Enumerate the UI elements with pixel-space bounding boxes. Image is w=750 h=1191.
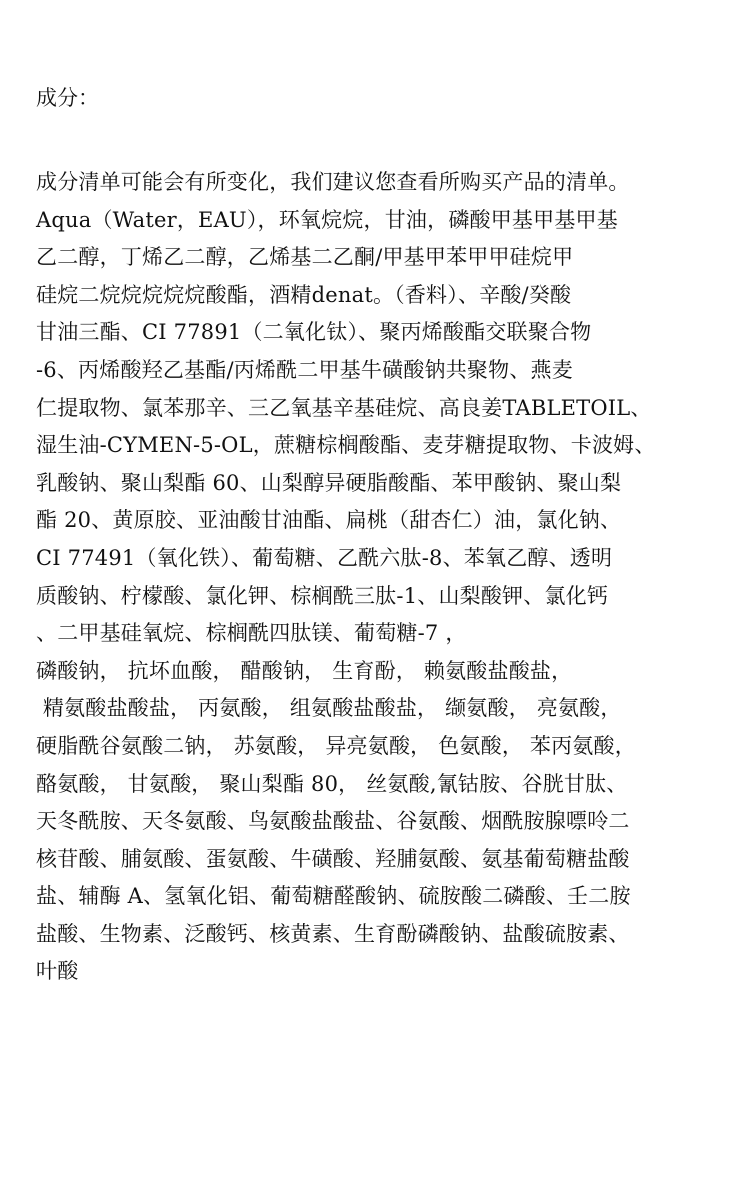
ingredient-line: CI 77491（氧化铁）、葡萄糖、乙酰六肽-8、苯氧乙醇、透明 <box>36 545 613 570</box>
ingredient-line: 硬脂酰谷氨酸二钠， 苏氨酸， 异亮氨酸， 色氨酸， 苯丙氨酸， <box>36 733 636 758</box>
ingredient-line: 酪氨酸， 甘氨酸， 聚山梨酯 80， 丝氨酸,氰钴胺、谷胱甘肽、 <box>36 771 628 796</box>
ingredient-line: 核苷酸、脯氨酸、蛋氨酸、牛磺酸、羟脯氨酸、氨基葡萄糖盐酸 <box>36 846 630 871</box>
ingredient-line: 乙二醇，丁烯乙二醇，乙烯基二乙酮/甲基甲苯甲甲硅烷甲 <box>36 245 574 270</box>
ingredient-line: 硅烷二烷烷烷烷烷酸酯，酒精denat。（香料）、辛酸/癸酸 <box>36 282 572 307</box>
ingredient-line: 盐、辅酶 A、氢氧化铝、葡萄糖醛酸钠、硫胺酸二磷酸、壬二胺 <box>36 884 631 909</box>
ingredient-line: 甘油三酯、CI 77891（二氧化钛）、聚丙烯酸酯交联聚合物 <box>36 320 592 345</box>
ingredient-line: 成分清单可能会有所变化，我们建议您查看所购买产品的清单。 <box>36 170 630 194</box>
ingredient-line: 仁提取物、氯苯那辛、三乙氧基辛基硅烷、高良姜TABLETOIL、 <box>36 395 652 420</box>
ingredient-line: 盐酸、生物素、泛酸钙、核黄素、生育酚磷酸钠、盐酸硫胺素、 <box>36 921 630 946</box>
ingredient-line: 乳酸钠、聚山梨酯 60、山梨醇异硬脂酸酯、苯甲酸钠、聚山梨 <box>36 470 622 495</box>
ingredient-line: Aqua（Water，EAU），环氧烷烷，甘油，磷酸甲基甲基甲基 <box>36 207 618 232</box>
ingredient-line: 天冬酰胺、天冬氨酸、鸟氨酸盐酸盐、谷氨酸、烟酰胺腺嘌呤二 <box>36 809 630 834</box>
ingredient-list <box>36 164 656 991</box>
ingredient-line: -6、丙烯酸羟乙基酯/丙烯酰二甲基牛磺酸钠共聚物、燕麦 <box>36 357 573 382</box>
ingredient-line: 精氨酸盐酸盐， 丙氨酸， 组氨酸盐酸盐， 缬氨酸， 亮氨酸， <box>36 696 622 721</box>
ingredients-heading: 成分： <box>36 86 99 110</box>
ingredient-line: 酯 20、黄原胶、亚油酸甘油酯、扁桃（甜杏仁）油，氯化钠、 <box>36 508 622 533</box>
ingredient-line: 质酸钠、柠檬酸、氯化钾、棕榈酰三肽-1、山梨酸钾、氯化钙 <box>36 583 609 608</box>
ingredient-line: 叶酸 <box>36 959 79 984</box>
ingredient-line: 湿生油-CYMEN-5-OL，蔗糖棕榈酸酯、麦芽糖提取物、卡波姆、 <box>36 433 656 458</box>
ingredient-line: 、二甲基硅氧烷、棕榈酰四肽镁、葡萄糖-7 ， <box>36 621 467 646</box>
ingredient-line: 磷酸钠， 抗坏血酸， 醋酸钠， 生育酚， 赖氨酸盐酸盐， <box>36 658 573 683</box>
